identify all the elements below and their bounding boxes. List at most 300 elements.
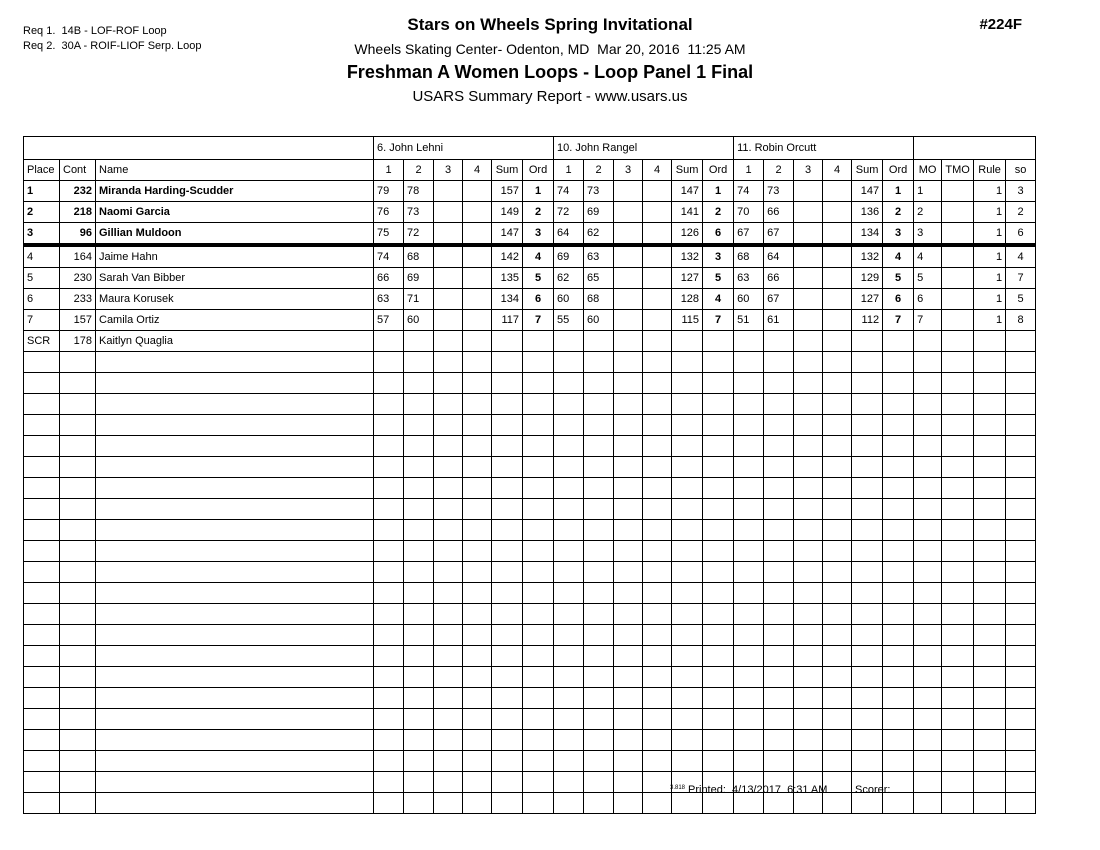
empty-cell — [734, 688, 764, 709]
empty-cell — [672, 646, 703, 667]
empty-cell — [404, 520, 434, 541]
empty-cell — [434, 352, 463, 373]
empty-cell — [584, 625, 614, 646]
empty-cell — [434, 772, 463, 793]
score-cell: 62 — [554, 268, 584, 289]
score-cell — [794, 181, 823, 202]
empty-cell — [374, 436, 404, 457]
empty-cell — [734, 625, 764, 646]
empty-row — [24, 625, 1036, 646]
empty-cell — [794, 562, 823, 583]
empty-cell — [60, 667, 96, 688]
empty-cell — [584, 478, 614, 499]
score-cell — [823, 223, 852, 246]
empty-cell — [374, 499, 404, 520]
empty-cell — [492, 709, 523, 730]
empty-cell — [643, 457, 672, 478]
empty-cell — [643, 625, 672, 646]
column-header: 4 — [643, 160, 672, 181]
empty-cell — [852, 436, 883, 457]
column-header-row — [24, 160, 1036, 181]
empty-cell — [643, 499, 672, 520]
empty-cell — [672, 457, 703, 478]
empty-cell — [96, 394, 374, 415]
empty-cell — [554, 688, 584, 709]
empty-cell — [852, 499, 883, 520]
empty-cell — [614, 562, 643, 583]
empty-cell — [883, 541, 914, 562]
empty-cell — [434, 709, 463, 730]
empty-cell — [463, 415, 492, 436]
empty-cell — [1006, 457, 1036, 478]
empty-cell — [554, 436, 584, 457]
empty-cell — [1006, 583, 1036, 604]
empty-cell — [974, 583, 1006, 604]
empty-cell — [643, 646, 672, 667]
empty-cell — [374, 772, 404, 793]
ord-cell: 5 — [523, 268, 554, 289]
score-cell — [614, 289, 643, 310]
empty-cell — [883, 646, 914, 667]
sum-cell: 132 — [852, 245, 883, 268]
mo-cell: 2 — [914, 202, 942, 223]
ord-cell: 1 — [883, 181, 914, 202]
empty-cell — [584, 646, 614, 667]
empty-cell — [883, 415, 914, 436]
empty-cell — [703, 352, 734, 373]
empty-cell — [734, 499, 764, 520]
column-header: Ord — [883, 160, 914, 181]
empty-cell — [374, 646, 404, 667]
place-cell: 2 — [24, 202, 60, 223]
empty-cell — [764, 709, 794, 730]
score-cell: 67 — [734, 223, 764, 246]
column-header: 4 — [823, 160, 852, 181]
empty-cell — [852, 520, 883, 541]
empty-cell — [434, 457, 463, 478]
empty-cell — [852, 415, 883, 436]
empty-row — [24, 541, 1036, 562]
cont-cell: 230 — [60, 268, 96, 289]
score-cell: 74 — [374, 245, 404, 268]
empty-cell — [914, 520, 942, 541]
empty-cell — [523, 604, 554, 625]
empty-cell — [554, 562, 584, 583]
empty-cell — [584, 415, 614, 436]
empty-cell — [942, 520, 974, 541]
judge-header-row — [24, 137, 1036, 160]
empty-cell — [554, 772, 584, 793]
results-table — [23, 136, 1036, 814]
empty-cell — [374, 667, 404, 688]
sum-cell: 112 — [852, 310, 883, 331]
empty-cell — [643, 394, 672, 415]
empty-cell — [764, 457, 794, 478]
empty-cell — [523, 646, 554, 667]
score-cell — [823, 310, 852, 331]
empty-cell — [643, 667, 672, 688]
empty-cell — [96, 667, 374, 688]
empty-cell — [823, 394, 852, 415]
empty-cell — [703, 562, 734, 583]
empty-cell — [554, 604, 584, 625]
empty-cell — [24, 772, 60, 793]
empty-row — [24, 646, 1036, 667]
score-cell: 72 — [404, 223, 434, 246]
empty-cell — [96, 793, 374, 814]
sum-cell — [492, 331, 523, 352]
score-cell — [554, 331, 584, 352]
empty-cell — [614, 394, 643, 415]
empty-cell — [492, 751, 523, 772]
empty-cell — [434, 646, 463, 667]
empty-cell — [24, 667, 60, 688]
empty-cell — [434, 793, 463, 814]
scorer-label: Scorer: — [855, 784, 891, 796]
score-cell — [463, 268, 492, 289]
empty-cell — [24, 793, 60, 814]
printed-timestamp: Printed: 4/13/2017 6:31 AM — [688, 784, 828, 796]
empty-cell — [794, 352, 823, 373]
empty-cell — [942, 646, 974, 667]
empty-cell — [434, 751, 463, 772]
column-header: Place — [24, 160, 60, 181]
empty-cell — [492, 394, 523, 415]
empty-cell — [643, 352, 672, 373]
empty-cell — [463, 772, 492, 793]
score-cell: 67 — [764, 289, 794, 310]
empty-cell — [463, 709, 492, 730]
score-cell: 69 — [554, 245, 584, 268]
empty-cell — [883, 751, 914, 772]
empty-cell — [794, 478, 823, 499]
empty-cell — [24, 478, 60, 499]
place-cell: 7 — [24, 310, 60, 331]
cont-cell: 164 — [60, 245, 96, 268]
empty-cell — [96, 562, 374, 583]
score-cell — [463, 331, 492, 352]
name-cell: Jaime Hahn — [96, 245, 374, 268]
empty-cell — [764, 520, 794, 541]
empty-cell — [434, 667, 463, 688]
score-cell: 60 — [734, 289, 764, 310]
ord-cell: 1 — [703, 181, 734, 202]
column-header: TMO — [942, 160, 974, 181]
empty-cell — [1006, 709, 1036, 730]
empty-cell — [24, 415, 60, 436]
score-cell — [463, 223, 492, 246]
empty-cell — [523, 499, 554, 520]
empty-cell — [794, 415, 823, 436]
report-type-line: USARS Summary Report - www.usars.us — [412, 88, 688, 105]
empty-cell — [374, 709, 404, 730]
empty-cell — [554, 730, 584, 751]
empty-cell — [96, 583, 374, 604]
empty-cell — [852, 583, 883, 604]
empty-cell — [554, 394, 584, 415]
empty-cell — [24, 646, 60, 667]
mo-cell: 3 — [914, 223, 942, 246]
empty-cell — [60, 457, 96, 478]
score-cell: 69 — [404, 268, 434, 289]
sum-cell — [672, 331, 703, 352]
empty-cell — [1006, 415, 1036, 436]
sum-cell: 132 — [672, 245, 703, 268]
column-header: 2 — [404, 160, 434, 181]
empty-cell — [554, 646, 584, 667]
empty-cell — [60, 604, 96, 625]
empty-cell — [404, 583, 434, 604]
empty-cell — [734, 352, 764, 373]
column-header: so — [1006, 160, 1036, 181]
empty-cell — [24, 604, 60, 625]
empty-cell — [492, 688, 523, 709]
empty-cell — [463, 373, 492, 394]
empty-cell — [492, 541, 523, 562]
column-header: Name — [96, 160, 374, 181]
sum-cell: 115 — [672, 310, 703, 331]
sum-cell: 128 — [672, 289, 703, 310]
empty-cell — [24, 520, 60, 541]
score-cell: 68 — [404, 245, 434, 268]
score-cell — [794, 310, 823, 331]
empty-cell — [492, 625, 523, 646]
empty-cell — [404, 415, 434, 436]
ord-cell: 3 — [883, 223, 914, 246]
empty-row — [24, 373, 1036, 394]
empty-cell — [554, 478, 584, 499]
empty-cell — [643, 373, 672, 394]
empty-cell — [434, 604, 463, 625]
empty-cell — [764, 352, 794, 373]
empty-cell — [96, 751, 374, 772]
empty-cell — [614, 520, 643, 541]
empty-cell — [463, 478, 492, 499]
column-header: Sum — [672, 160, 703, 181]
empty-cell — [703, 751, 734, 772]
sum-cell: 142 — [492, 245, 523, 268]
empty-cell — [643, 583, 672, 604]
empty-cell — [584, 394, 614, 415]
score-cell — [463, 245, 492, 268]
score-cell — [434, 289, 463, 310]
score-cell: 68 — [734, 245, 764, 268]
empty-cell — [974, 709, 1006, 730]
empty-cell — [404, 352, 434, 373]
empty-cell — [374, 415, 404, 436]
empty-cell — [1006, 604, 1036, 625]
empty-cell — [463, 436, 492, 457]
score-cell: 63 — [584, 245, 614, 268]
empty-cell — [60, 394, 96, 415]
score-cell: 64 — [554, 223, 584, 246]
empty-cell — [96, 541, 374, 562]
sum-cell: 126 — [672, 223, 703, 246]
empty-cell — [1006, 520, 1036, 541]
empty-cell — [974, 793, 1006, 814]
empty-cell — [823, 352, 852, 373]
requirement-2: Req 2. 30A - ROIF-LIOF Serp. Loop — [23, 40, 202, 52]
sum-cell: 127 — [852, 289, 883, 310]
empty-cell — [463, 688, 492, 709]
empty-cell — [852, 562, 883, 583]
ord-cell: 7 — [883, 310, 914, 331]
empty-cell — [523, 751, 554, 772]
empty-cell — [914, 415, 942, 436]
empty-cell — [974, 373, 1006, 394]
empty-cell — [60, 730, 96, 751]
ord-cell: 2 — [883, 202, 914, 223]
empty-cell — [374, 688, 404, 709]
score-cell — [434, 202, 463, 223]
score-cell: 79 — [374, 181, 404, 202]
empty-row — [24, 583, 1036, 604]
empty-cell — [404, 793, 434, 814]
empty-cell — [703, 583, 734, 604]
empty-cell — [703, 373, 734, 394]
empty-cell — [942, 415, 974, 436]
tmo-cell — [942, 310, 974, 331]
header-spacer-left — [24, 137, 374, 160]
empty-cell — [703, 478, 734, 499]
table-row — [24, 181, 1036, 202]
empty-cell — [492, 520, 523, 541]
empty-cell — [584, 373, 614, 394]
empty-cell — [883, 625, 914, 646]
empty-cell — [434, 436, 463, 457]
score-cell: 63 — [734, 268, 764, 289]
empty-cell — [823, 541, 852, 562]
empty-cell — [942, 541, 974, 562]
score-cell: 60 — [584, 310, 614, 331]
requirement-1: Req 1. 14B - LOF-ROF Loop — [23, 25, 167, 37]
empty-cell — [584, 772, 614, 793]
empty-cell — [554, 373, 584, 394]
empty-cell — [404, 667, 434, 688]
empty-cell — [823, 499, 852, 520]
empty-row — [24, 604, 1036, 625]
empty-cell — [434, 688, 463, 709]
empty-cell — [823, 604, 852, 625]
empty-cell — [404, 751, 434, 772]
empty-cell — [734, 457, 764, 478]
mo-cell: 7 — [914, 310, 942, 331]
place-cell: 3 — [24, 223, 60, 246]
score-cell — [434, 268, 463, 289]
empty-cell — [404, 604, 434, 625]
tmo-cell — [942, 223, 974, 246]
score-cell: 73 — [764, 181, 794, 202]
score-cell — [614, 202, 643, 223]
empty-cell — [523, 478, 554, 499]
empty-cell — [614, 436, 643, 457]
empty-cell — [643, 730, 672, 751]
empty-cell — [764, 583, 794, 604]
name-cell: Kaitlyn Quaglia — [96, 331, 374, 352]
empty-cell — [703, 520, 734, 541]
score-cell — [823, 181, 852, 202]
score-cell: 66 — [764, 268, 794, 289]
empty-cell — [672, 709, 703, 730]
judge-name: 11. Robin Orcutt — [734, 137, 914, 160]
empty-cell — [914, 709, 942, 730]
empty-cell — [794, 646, 823, 667]
empty-cell — [794, 583, 823, 604]
empty-cell — [96, 373, 374, 394]
empty-cell — [883, 520, 914, 541]
score-cell: 69 — [584, 202, 614, 223]
empty-cell — [852, 457, 883, 478]
empty-cell — [703, 604, 734, 625]
mo-cell: 6 — [914, 289, 942, 310]
empty-cell — [60, 772, 96, 793]
empty-cell — [96, 604, 374, 625]
column-header: 1 — [734, 160, 764, 181]
empty-cell — [974, 772, 1006, 793]
score-cell — [794, 331, 823, 352]
empty-cell — [492, 562, 523, 583]
ord-cell: 1 — [523, 181, 554, 202]
empty-cell — [823, 373, 852, 394]
empty-cell — [614, 604, 643, 625]
empty-cell — [942, 604, 974, 625]
empty-cell — [404, 541, 434, 562]
report-number: #224F — [979, 16, 1022, 33]
empty-cell — [1006, 478, 1036, 499]
empty-cell — [852, 478, 883, 499]
empty-cell — [1006, 352, 1036, 373]
empty-cell — [672, 394, 703, 415]
empty-cell — [96, 499, 374, 520]
score-cell — [823, 268, 852, 289]
cont-cell: 157 — [60, 310, 96, 331]
score-cell — [463, 289, 492, 310]
empty-cell — [584, 562, 614, 583]
empty-cell — [672, 478, 703, 499]
empty-row — [24, 709, 1036, 730]
empty-cell — [614, 478, 643, 499]
name-cell: Gillian Muldoon — [96, 223, 374, 246]
empty-cell — [24, 499, 60, 520]
empty-cell — [764, 667, 794, 688]
score-cell — [823, 245, 852, 268]
so-cell: 2 — [1006, 202, 1036, 223]
empty-cell — [794, 604, 823, 625]
empty-cell — [614, 667, 643, 688]
empty-cell — [764, 373, 794, 394]
empty-cell — [974, 394, 1006, 415]
empty-cell — [24, 751, 60, 772]
empty-cell — [584, 730, 614, 751]
empty-cell — [672, 499, 703, 520]
empty-cell — [1006, 541, 1036, 562]
score-cell: 68 — [584, 289, 614, 310]
empty-cell — [24, 625, 60, 646]
empty-cell — [672, 751, 703, 772]
empty-cell — [942, 751, 974, 772]
empty-cell — [764, 415, 794, 436]
empty-cell — [883, 478, 914, 499]
empty-cell — [24, 541, 60, 562]
empty-cell — [434, 394, 463, 415]
empty-cell — [523, 625, 554, 646]
empty-cell — [883, 352, 914, 373]
empty-cell — [554, 457, 584, 478]
score-cell — [434, 310, 463, 331]
column-header: 4 — [463, 160, 492, 181]
empty-cell — [60, 541, 96, 562]
empty-cell — [852, 373, 883, 394]
